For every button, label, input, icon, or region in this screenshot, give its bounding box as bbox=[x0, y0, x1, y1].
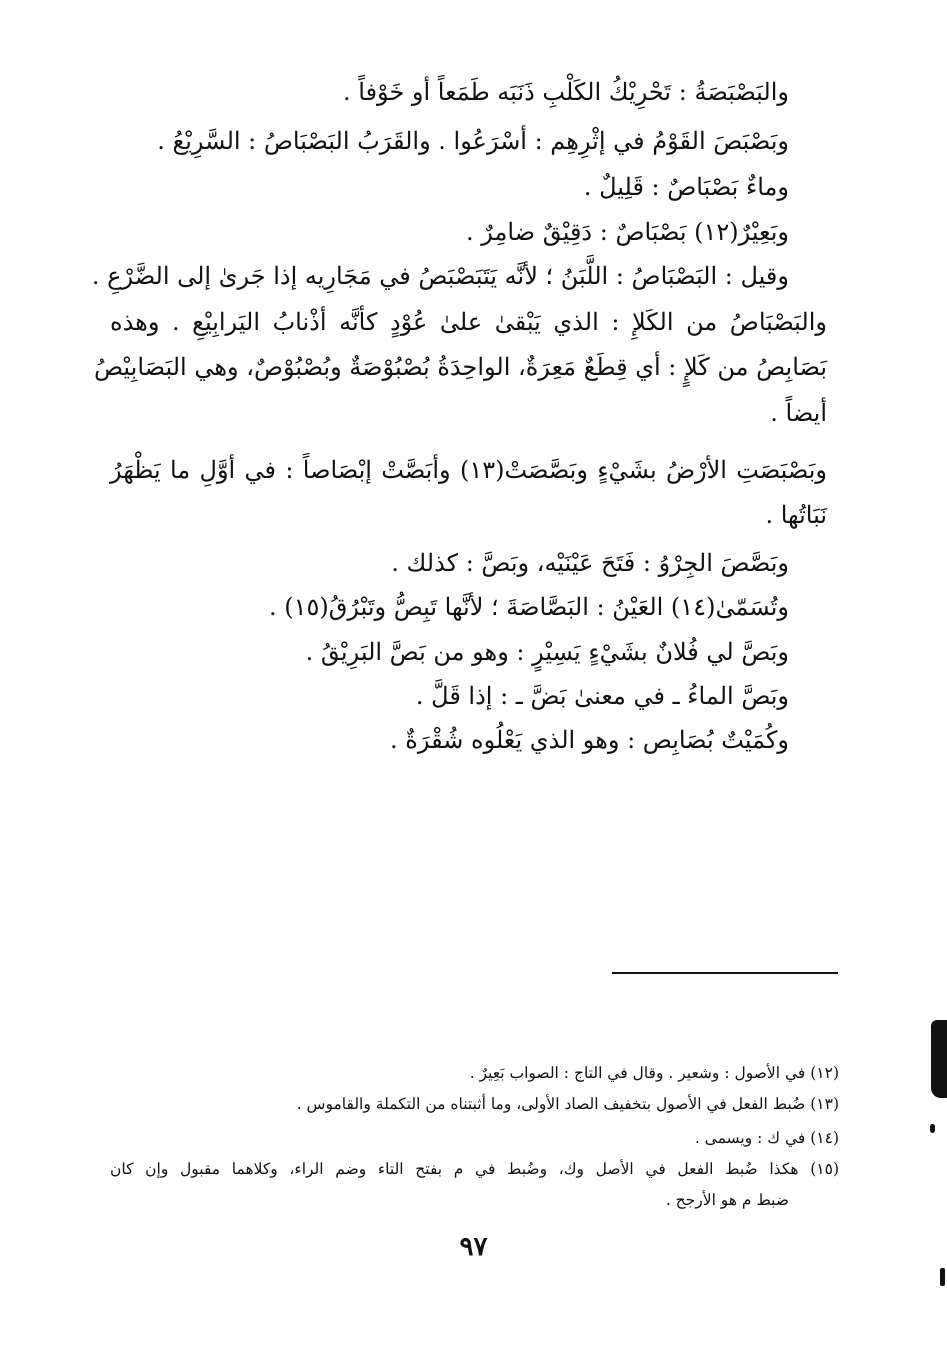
page-number: ٩٧ bbox=[459, 1232, 488, 1262]
text-line: وبَعِيْرٌ(١٢) بَصْبَاصٌ : دَقِيْقٌ ضامِرٌ . bbox=[466, 218, 789, 246]
text-line: بَصَابِصُ من كَلإٍ : أي قِطَعٌ مَعِرَةٌ، الواحِدَةُ بُصْبُوْصَةٌ وبُصْبُوْصٌ، وهي البَصَابِيْصُ bbox=[94, 353, 827, 381]
scan-speck bbox=[930, 1124, 935, 1133]
text-line: وماءٌ بَصْبَاصٌ : قَلِيلٌ . bbox=[583, 173, 789, 201]
text-line: وبَصَّ الماءُ ـ في معنىٰ بَضَّ ـ : إذا قَلَّ . bbox=[415, 682, 789, 710]
text-line: وقيل : البَصْبَاصُ : اللَّبَنُ ؛ لأنَّه يَتَبَصْبَصُ في مَجَارِيه إذا جَرىٰ إلى الضَّرْعِ . bbox=[91, 262, 789, 290]
footnote: (١٥) هكذا ضُبط الفعل في الأصل وك، وضُبط في م بفتح التاء وضم الراء، وكلاهما مقبول وإن كان bbox=[110, 1160, 839, 1178]
text-line: وكُمَيْتٌ بُصَابِص : وهو الذي يَعْلُوه شُقْرَةٌ . bbox=[390, 726, 789, 754]
scan-speck bbox=[940, 1268, 945, 1286]
text-line: والبَصْبَاصُ من الكَلإِ : الذي يَبْقىٰ علىٰ عُوْدٍ كأنَّه أذْنابُ اليَرابِيْعِ . وهذه bbox=[110, 308, 827, 336]
text-line: والبَصْبَصَةُ : تَحْرِيْكُ الكَلْبِ ذَنَبَه طَمَعاً أو خَوْفاً . bbox=[343, 78, 789, 106]
scan-edge-mark bbox=[931, 1020, 947, 1098]
footnote: (١٢) في الأصول : وشعير . وقال في التاج : الصواب بَعِيرٌ . bbox=[469, 1064, 839, 1082]
footnote-continuation: ضبط م هو الأرجح . bbox=[665, 1191, 789, 1209]
text-line: أيضاً . bbox=[770, 399, 827, 427]
text-line: وبَصَّصَ الجِرْوُ : فَتَحَ عَيْنَيْه، وبَصَّ : كذلك . bbox=[391, 549, 789, 577]
text-line: وبَصَّ لي فُلانٌ بشَيْءٍ يَسِيْرٍ : وهو من بَصَّ البَرِيْقُ . bbox=[305, 638, 789, 666]
text-line: وتُسَمّىٰ(١٤) العَيْنُ : البَصَّاصَةَ ؛ لأنَّها تَبِصُّ وتَبْرُقُ(١٥) . bbox=[268, 593, 789, 621]
footnote: (١٣) ضُبط الفعل في الأصول بتخفيف الصاد الأولى، وما أثبتناه من التكملة والقاموس . bbox=[296, 1095, 839, 1113]
text-line: نَبَاتُها . bbox=[765, 501, 827, 529]
text-line: وبَصْبَصَ القَوْمُ في إثْرِهِم : أسْرَعُوا . والقَرَبُ البَصْبَاصُ : السَّرِيْعُ . bbox=[157, 127, 789, 155]
text-line: وبَصْبَصَتِ الأرْضُ بشَيْءٍ وبَصَّصَتْ(١٣) وأبَصَّتْ إبْصَاصاً : في أوَّلِ ما يَظْهَرُ bbox=[110, 456, 827, 484]
footnote: (١٤) في ك : ويسمى . bbox=[694, 1129, 839, 1147]
footnote-separator bbox=[612, 972, 838, 974]
